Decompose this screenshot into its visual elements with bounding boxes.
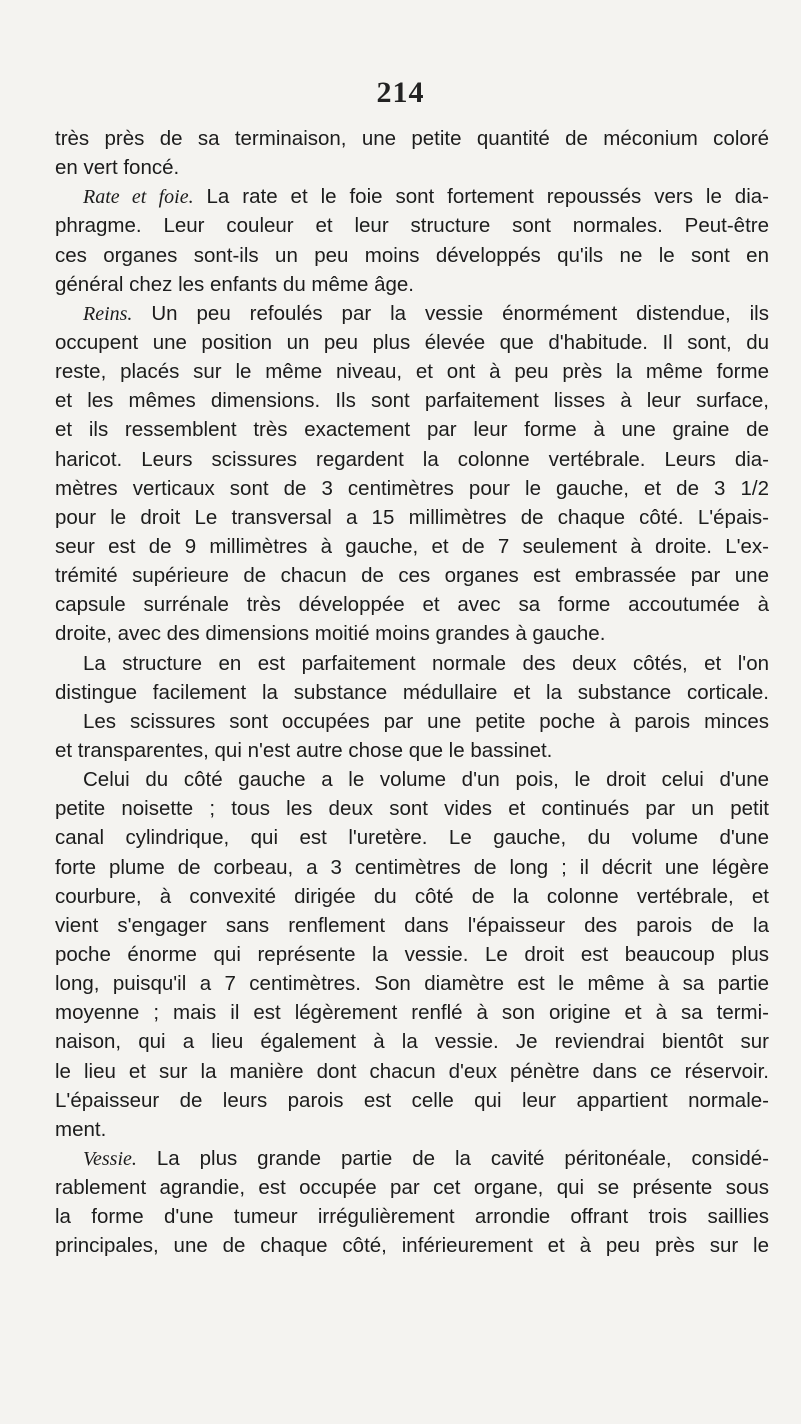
line-text: reste, placés sur le même niveau, et ont à peu près la même forme — [55, 360, 769, 384]
line-text: la forme d'une tumeur irrégulièrement arrondie offrant trois saillies — [55, 1205, 769, 1229]
text-line — [55, 241, 769, 270]
text-line — [55, 415, 769, 444]
text-line — [55, 649, 769, 678]
line-text: ces organes sont-ils un peu moins développés qu'ils ne le sont en — [55, 243, 769, 267]
text-line — [55, 794, 769, 823]
text-line — [55, 590, 769, 619]
text-line — [55, 328, 769, 357]
line-text: général chez les enfants du même âge. — [55, 272, 414, 296]
text-line — [55, 911, 769, 940]
text-line — [55, 1027, 769, 1056]
text-line — [55, 532, 769, 561]
text-line — [55, 561, 769, 590]
line-text: très près de sa terminaison, une petite quantité de méconium coloré — [55, 127, 769, 150]
page-number: 214 — [376, 76, 425, 109]
section-label: Vessie. — [83, 1147, 137, 1170]
text-line — [55, 998, 769, 1027]
line-text: La structure en est parfaitement normale des deux côtés, et l'on — [83, 651, 769, 675]
text-line — [55, 211, 769, 240]
text-line — [55, 1173, 769, 1202]
section-label: Rate et foie. — [83, 186, 194, 209]
text-line — [55, 882, 769, 911]
text-line — [55, 1115, 769, 1144]
line-text: long, puisqu'il a 7 centimètres. Son diamètre est le même à sa partie — [55, 972, 769, 996]
line-text: trémité supérieure de chacun de ces organes est embrassée par une — [55, 564, 769, 588]
line-text: haricot. Leurs scissures regardent la colonne vertébrale. Leurs dia- — [55, 447, 769, 471]
line-text: le lieu et sur la manière dont chacun d'eux pénètre dans ce réservoir. — [55, 1059, 769, 1083]
line-text: moyenne ; mais il est légèrement renflé à son origine et à sa termi- — [55, 1001, 769, 1025]
line-text: Un peu refoulés par la vessie énormément distendue, ils — [132, 301, 769, 325]
line-text: vient s'engager sans renflement dans l'épaisseur des parois de la — [55, 913, 769, 937]
line-text: en vert foncé. — [55, 156, 180, 180]
line-text: Celui du côté gauche a le volume d'un pois, le droit celui d'une — [83, 768, 769, 792]
line-text: et transparentes, qui n'est autre chose que le bassinet. — [55, 738, 553, 762]
line-text: occupent une position un peu plus élevée que d'habitude. Il sont, du — [55, 330, 769, 354]
line-text: La plus grande partie de la cavité péritonéale, considé- — [136, 1146, 769, 1170]
text-line — [55, 940, 769, 969]
text-line — [55, 853, 769, 882]
text-line — [55, 503, 769, 532]
text-line — [55, 386, 769, 415]
line-text: pour le droit Le transversal a 15 millimètres de chaque côté. L'épais- — [55, 505, 769, 529]
line-text: canal cylindrique, qui est l'uretère. Le gauche, du volume d'une — [55, 826, 769, 850]
line-text: capsule surrénale très développée et avec sa forme accoutumée à — [55, 593, 769, 617]
line-text: courbure, à convexité dirigée du côté de la colonne vertébrale, et — [55, 884, 769, 908]
line-text: phragme. Leur couleur et leur structure sont normales. Peut-être — [55, 214, 769, 238]
line-text: distingue facilement la substance médullaire et la substance corticale. — [55, 680, 769, 704]
line-text: poche énorme qui représente la vessie. Le droit est beaucoup plus — [55, 942, 769, 966]
line-text: petite noisette ; tous les deux sont vides et continués par un petit — [55, 797, 769, 821]
line-text: et ils ressemblent très exactement par leur forme à une graine de — [55, 418, 769, 442]
line-text: naison, qui a lieu également à la vessie. Je reviendrai bientôt sur — [55, 1030, 769, 1054]
text-line — [55, 299, 769, 328]
text-line — [55, 707, 769, 736]
text-line — [55, 270, 769, 299]
line-text: forte plume de corbeau, a 3 centimètres de long ; il décrit une légère — [55, 855, 769, 879]
line-text: seur est de 9 millimètres à gauche, et de 7 seulement à droite. L'ex- — [55, 534, 769, 558]
text-line — [55, 619, 769, 648]
text-line — [55, 474, 769, 503]
line-text: Les scissures sont occupées par une petite poche à parois minces — [83, 709, 769, 733]
text-line — [55, 1057, 769, 1086]
text-line — [55, 124, 769, 153]
line-text: principales, une de chaque côté, inférieurement et à peu près sur le — [55, 1234, 769, 1258]
section-label: Reins. — [83, 302, 133, 325]
line-text: mètres verticaux sont de 3 centimètres pour le gauche, et de 3 1/2 — [55, 476, 769, 500]
line-text: et les mêmes dimensions. Ils sont parfaitement lisses à leur surface, — [55, 389, 769, 413]
line-text: La rate et le foie sont fortement repoussés vers le dia- — [193, 185, 769, 209]
text-line — [55, 357, 769, 386]
text-line — [55, 1231, 769, 1260]
text-line — [55, 736, 769, 765]
text-line — [55, 823, 769, 852]
text-line — [55, 765, 769, 794]
line-text: droite, avec des dimensions moitié moins grandes à gauche. — [55, 622, 606, 646]
text-line — [55, 1144, 769, 1173]
text-line — [55, 445, 769, 474]
line-text: ment. — [55, 1117, 107, 1141]
line-text: rablement agrandie, est occupée par cet organe, qui se présente sous — [55, 1176, 769, 1200]
text-line — [55, 969, 769, 998]
text-line — [55, 153, 769, 182]
text-line — [55, 678, 769, 707]
line-text: L'épaisseur de leurs parois est celle qui leur appartient normale- — [55, 1088, 769, 1112]
text-line — [55, 182, 769, 211]
text-line — [55, 1202, 769, 1231]
body-text — [55, 124, 769, 1260]
text-line — [55, 1086, 769, 1115]
